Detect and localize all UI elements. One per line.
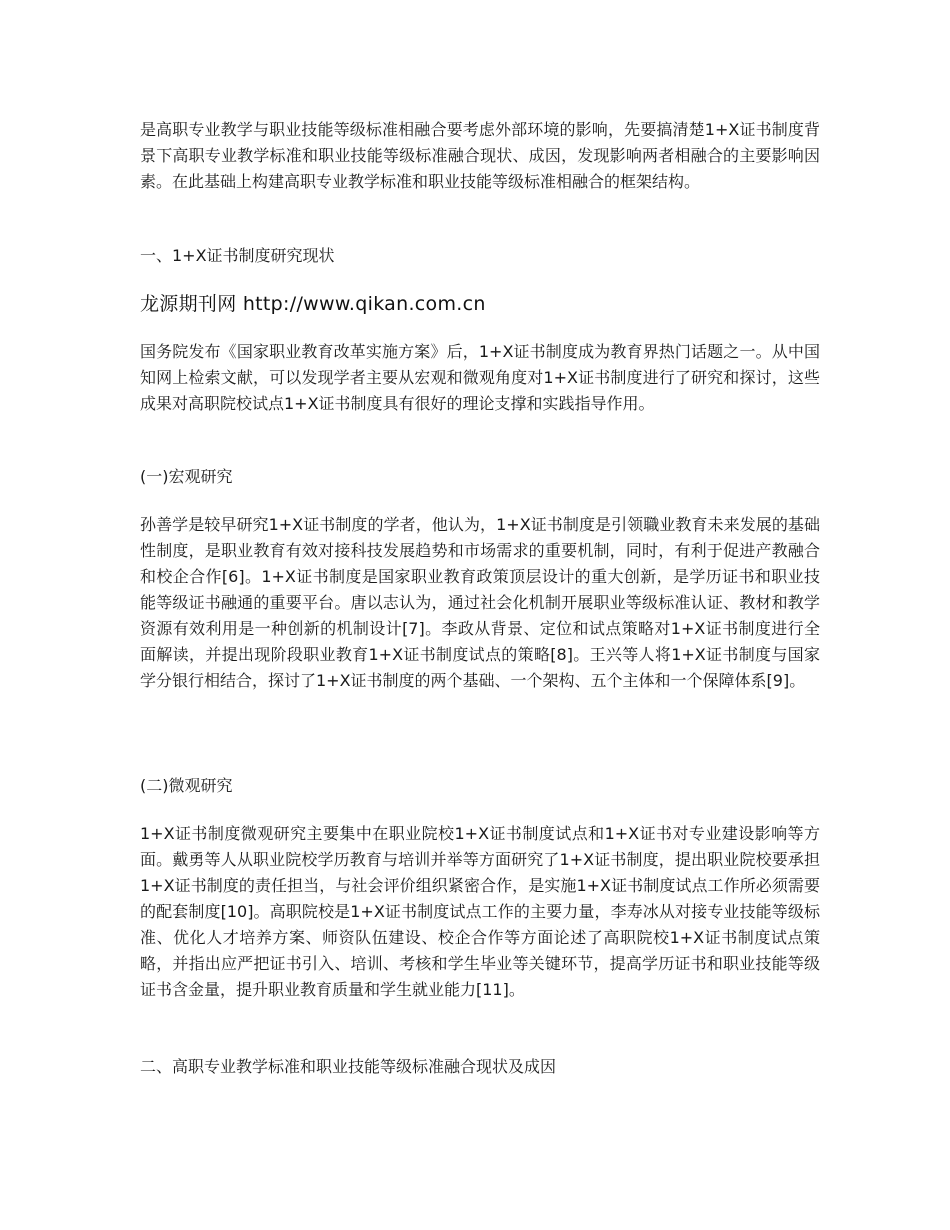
paragraph-micro-research: 1+X证书制度微观研究主要集中在职业院校1+X证书制度试点和1+X证书对专业建设影响等方面。戴勇等人从职业院校学历教育与培训并举等方面研究了1+X证书制度，提出职业院校要承担1+X证书制度的责任担当，与社会评价组织紧密合作，是实施1+X证书制度试点工作所必须需要的配套制度[10]。高职院校是1+X证书制度试点工作的主要力量，李寿冰从对接专业技能等级标准、优化人才培养方案、师资队伍建设、校企合作等方面论述了高职院校1+X证书制度试点策略，并指出应严把证书引入、培训、考核和学生毕业等关键环节，提高学历证书和职业技能等级证书含金量，提升职业教育质量和学生就业能力[11]。 (140, 824, 820, 999)
subsection-heading-macro: (一)宏观研究 (140, 467, 233, 486)
paragraph-macro-research: 孙善学是较早研究1+X证书制度的学者，他认为，1+X证书制度是引领職业教育未来发展的基础性制度，是职业教育有效对接科技发展趋势和市场需求的重要机制，同时，有利于促进产教融合和校企合作[6]。1+X证书制度是国家职业教育政策顶层设计的重大创新，是学历证书和职业技能等级证书融通的重要平台。唐以志认为，通过社会化机制开展职业等级标准认证、教材和教学资源有效利用是一种创新的机制设计[7]。李政从背景、定位和试点策略对1+X证书制度进行全面解读，并提出现阶段职业教育1+X证书制度试点的策略[8]。王兴等人将1+X证书制度与国家学分银行相结合，探讨了1+X证书制度的两个基础、一个架构、五个主体和一个保障体系[9]。 (140, 515, 820, 690)
subsection-heading-micro: (二)微观研究 (140, 776, 233, 795)
section-heading-1: 一、1+X证书制度研究现状 (140, 246, 335, 265)
intro-paragraph: 是高职专业教学与职业技能等级标准相融合要考虑外部环境的影响，先要搞清楚1+X证书制度背景下高职专业教学标准和职业技能等级标准融合现状、成因，发现影响两者相融合的主要影响因素。在此基础上构建高职专业教学标准和职业技能等级标准相融合的框架结构。 (140, 120, 820, 191)
paragraph-background: 国务院发布《国家职业教育改革实施方案》后，1+X证书制度成为教育界热门话题之一。从中国知网上检索文献，可以发现学者主要从宏观和微观角度对1+X证书制度进行了研究和探讨，这些成果对高职院校试点1+X证书制度具有很好的理论支撑和实践指导作用。 (140, 342, 820, 413)
section-heading-2: 二、高职专业教学标准和职业技能等级标准融合现状及成因 (140, 1057, 557, 1076)
source-watermark: 龙源期刊网 http://www.qikan.com.cn (140, 293, 486, 315)
